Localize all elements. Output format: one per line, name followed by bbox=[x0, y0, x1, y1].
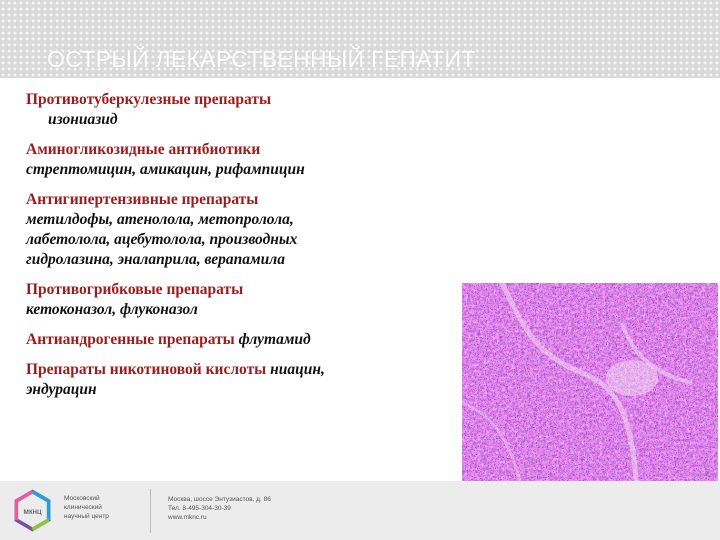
contact-address: Москва, шоссе Энтузиастов, д. 86 bbox=[168, 496, 271, 503]
group-aminoglycosides bbox=[26, 140, 456, 180]
group-heading: Препараты никотиновой кислоты bbox=[26, 361, 267, 378]
group-antifungal bbox=[26, 280, 456, 320]
group-heading: Противотуберкулезные препараты bbox=[26, 91, 272, 108]
group-heading: Антиандрогенные препараты bbox=[26, 331, 235, 348]
group-nicotinic bbox=[26, 360, 456, 400]
org-line: Московский bbox=[64, 495, 100, 502]
group-antitb bbox=[26, 90, 456, 130]
contact-website: www.mknc.ru bbox=[168, 514, 207, 521]
org-line: научный центр bbox=[64, 513, 109, 520]
group-heading: Антигипертензивные препараты bbox=[26, 191, 259, 208]
drug-list bbox=[26, 90, 456, 410]
logo-text: мкнц bbox=[23, 507, 42, 517]
hexagon-logo-icon bbox=[10, 488, 55, 533]
contact-phone: Тел. 8-495-304-30-39 bbox=[168, 505, 231, 512]
group-drugs-line: эндурацин bbox=[26, 381, 97, 398]
group-heading: Аминогликозидные антибиотики bbox=[26, 141, 261, 158]
group-drugs: кетоконазол, флуконазол bbox=[26, 301, 198, 318]
group-drugs-line: метилдофы, атенолола, метопролола, bbox=[26, 211, 294, 228]
footer-band bbox=[0, 481, 720, 540]
slide-title: ОСТРЫЙ ЛЕКАРСТВЕННЫЙ ГЕПАТИТ bbox=[47, 46, 476, 72]
group-drugs: изониазид bbox=[48, 111, 118, 128]
group-drugs-line: ниацин, bbox=[270, 361, 325, 378]
group-drugs-line: гидролазина, эналаприла, верапамила bbox=[26, 251, 285, 268]
contact-info bbox=[168, 495, 271, 522]
group-antiandrogen bbox=[26, 330, 456, 350]
histology-texture bbox=[462, 283, 718, 490]
group-antihypertensive bbox=[26, 190, 456, 270]
organization-name bbox=[64, 494, 109, 521]
group-drugs-line: лабетолола, ацебутолола, производных bbox=[26, 231, 298, 248]
org-line: клинический bbox=[64, 504, 102, 511]
group-drugs: флутамид bbox=[238, 331, 311, 348]
group-heading: Противогрибковые препараты bbox=[26, 281, 244, 298]
group-drugs: стрептомицин, амикацин, рифампицин bbox=[26, 161, 305, 178]
liver-histology-image bbox=[462, 283, 718, 490]
footer-divider bbox=[150, 489, 151, 533]
header-band bbox=[0, 0, 720, 78]
